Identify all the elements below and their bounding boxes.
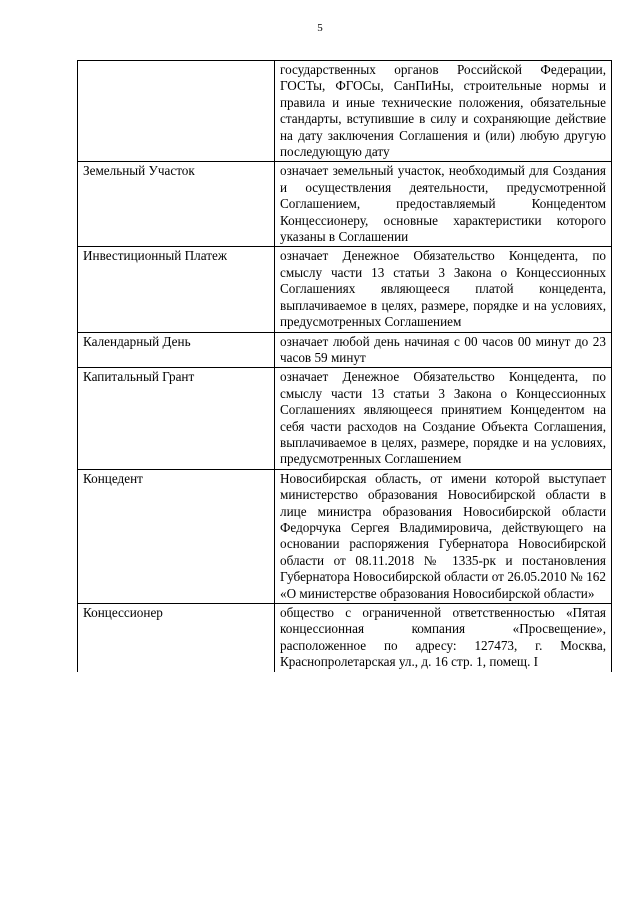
definition-cell bbox=[275, 247, 612, 332]
definition-text: означает Денежное Обязательство Концедента, по смыслу части 13 статьи 3 Закона о Концессионных Соглашениях являющееся принятием Концедентом на себя части расходов на Создание Объекта Соглашения, выплачиваемое в целях, размере, порядке и на условиях, предусмотренных Соглашением bbox=[280, 369, 606, 467]
definition-cell bbox=[275, 604, 612, 672]
definition-text: означает Денежное Обязательство Концедента, по смыслу части 13 статьи 3 Закона о Концессионных Соглашениях являющееся платой концедента, выплачиваемое в целях, размере, порядке и на условиях, предусмотренных Соглашением bbox=[280, 248, 606, 330]
term-cell: Концедент bbox=[78, 469, 275, 603]
definition-text: означает любой день начиная с 00 часов 00 минут до 23 часов 59 минут bbox=[280, 333, 606, 365]
definition-text: общество с ограниченной ответственностью «Пятая концессионная компания «Просвещение», расположенное по адресу: 127473, г. Москва, Краснопролетарская ул., д. 16 стр. 1, помещ. I bbox=[280, 605, 606, 670]
term-cell: Земельный Участок bbox=[78, 162, 275, 247]
definition-cell bbox=[275, 368, 612, 469]
table-row bbox=[78, 162, 612, 247]
definition-cell bbox=[275, 469, 612, 603]
term-cell: Календарный День bbox=[78, 332, 275, 368]
term-cell: Инвестиционный Платеж bbox=[78, 247, 275, 332]
term-cell: Концессионер bbox=[78, 604, 275, 672]
page-number: 5 bbox=[317, 22, 323, 34]
definition-text: означает земельный участок, необходимый для Создания и осуществления деятельности, предусмотренной Соглашением, предоставляемый Концедентом Концессионеру, основные характеристики которого указаны в Соглашении bbox=[280, 163, 606, 245]
definition-cell bbox=[275, 162, 612, 247]
definitions-table bbox=[77, 60, 612, 672]
definition-text: Новосибирская область, от имени которой выступает министерство образования Новосибирской области в лице министра образования Новосибирской области Федорчука Сергея Владимировича, действующего на основании распоряжения Губернатора Новосибирской области от 08.11.2018 № 1335-рк и постановления Губернатора Новосибирской области от 26.05.2010 № 162 «О министерстве образования Новосибирской области» bbox=[280, 470, 606, 601]
table-row bbox=[78, 332, 612, 368]
term-cell: Капитальный Грант bbox=[78, 368, 275, 469]
definition-text: государственных органов Российской Федерации, ГОСТы, ФГОСы, СанПиНы, строительные нормы и правила и иные технические положения, обязательные стандарты, вступившие в силу и сохраняющие действие на дату заключения Соглашения и (или) любую другую последующую дату bbox=[280, 62, 606, 160]
term-cell bbox=[78, 61, 275, 162]
table-row bbox=[78, 368, 612, 469]
definition-cell bbox=[275, 332, 612, 368]
table-row bbox=[78, 61, 612, 162]
definition-cell bbox=[275, 61, 612, 162]
table-row bbox=[78, 469, 612, 603]
table-row bbox=[78, 247, 612, 332]
table-row bbox=[78, 604, 612, 672]
